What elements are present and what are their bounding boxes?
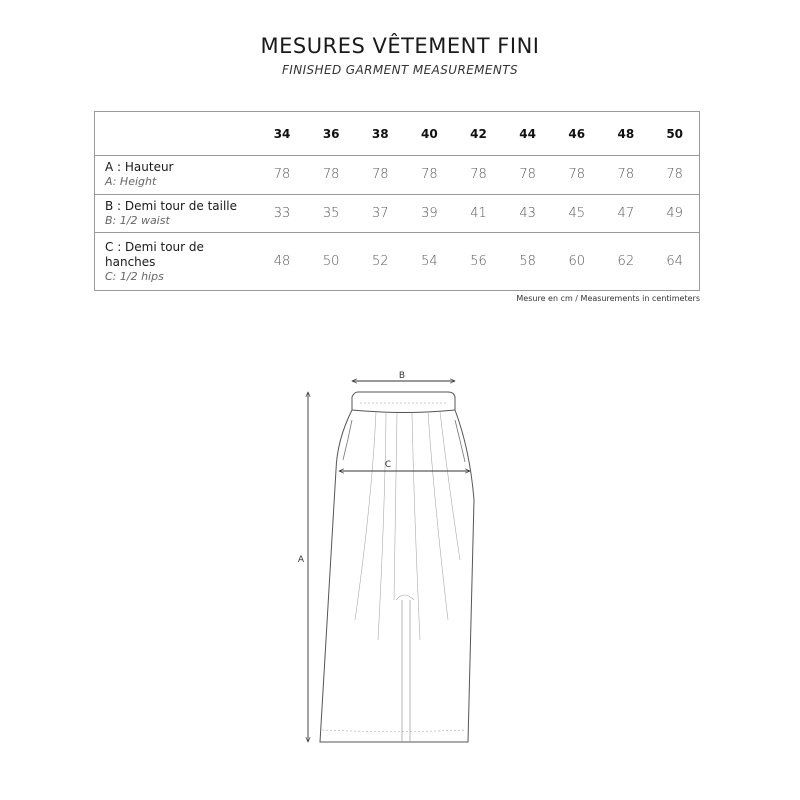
table-cell: 48 bbox=[258, 233, 307, 291]
table-cell: 35 bbox=[307, 194, 356, 233]
size-header: 40 bbox=[405, 112, 454, 156]
left-pocket-line bbox=[343, 420, 352, 460]
table-cell: 47 bbox=[601, 194, 650, 233]
table-cell: 37 bbox=[356, 194, 405, 233]
table-cell: 50 bbox=[307, 233, 356, 291]
pleat-line bbox=[355, 412, 376, 620]
table-cell: 39 bbox=[405, 194, 454, 233]
page-title: MESURES VÊTEMENT FINI bbox=[260, 34, 540, 58]
table-cell: 78 bbox=[503, 156, 552, 195]
pleat-line bbox=[428, 412, 448, 620]
size-header: 36 bbox=[307, 112, 356, 156]
pleat-line bbox=[378, 413, 386, 640]
dimension-a-label: A bbox=[297, 555, 305, 565]
hem-stitch bbox=[322, 730, 466, 732]
waistband bbox=[352, 392, 455, 413]
size-header: 48 bbox=[601, 112, 650, 156]
table-cell: 60 bbox=[552, 233, 601, 291]
pleat-line bbox=[412, 413, 420, 640]
units-note: Mesure en cm / Measurements in centimeters bbox=[516, 294, 700, 303]
table-cell: 78 bbox=[405, 156, 454, 195]
dimension-c-label: C bbox=[384, 460, 392, 470]
size-header: 38 bbox=[356, 112, 405, 156]
table-cell: 78 bbox=[258, 156, 307, 195]
table-cell: 56 bbox=[454, 233, 503, 291]
table-cell: 49 bbox=[650, 194, 699, 233]
size-header: 42 bbox=[454, 112, 503, 156]
front-slit bbox=[402, 600, 410, 742]
row-label-en: C: 1/2 hips bbox=[105, 269, 164, 283]
row-label-en: B: 1/2 waist bbox=[105, 213, 170, 227]
size-header: 46 bbox=[552, 112, 601, 156]
table-cell: 33 bbox=[258, 194, 307, 233]
table-cell: 78 bbox=[454, 156, 503, 195]
size-header: 44 bbox=[503, 112, 552, 156]
table-cell: 78 bbox=[650, 156, 699, 195]
size-header: 50 bbox=[650, 112, 699, 156]
table-cell: 45 bbox=[552, 194, 601, 233]
table-cell: 78 bbox=[552, 156, 601, 195]
page-subtitle: FINISHED GARMENT MEASUREMENTS bbox=[281, 63, 519, 77]
pleat-line bbox=[394, 413, 397, 600]
size-header: 34 bbox=[258, 112, 307, 156]
row-label-en: A: Height bbox=[105, 175, 157, 189]
table-cell: 78 bbox=[307, 156, 356, 195]
table-cell: 41 bbox=[454, 194, 503, 233]
table-cell: 43 bbox=[503, 194, 552, 233]
dimension-b-label: B bbox=[398, 371, 406, 381]
row-label-fr: C : Demi tour de hanches bbox=[105, 239, 204, 269]
pleat-line bbox=[440, 412, 460, 560]
row-label-fr: B : Demi tour de taille bbox=[105, 198, 238, 213]
table-cell: 52 bbox=[356, 233, 405, 291]
table-cell: 64 bbox=[650, 233, 699, 291]
right-pocket-line bbox=[455, 420, 465, 462]
table-cell: 58 bbox=[503, 233, 552, 291]
table-cell: 62 bbox=[601, 233, 650, 291]
table-cell: 78 bbox=[356, 156, 405, 195]
table-cell: 54 bbox=[405, 233, 454, 291]
slit-top bbox=[396, 595, 414, 600]
table-cell: 78 bbox=[601, 156, 650, 195]
row-label-fr: A : Hauteur bbox=[105, 160, 174, 175]
